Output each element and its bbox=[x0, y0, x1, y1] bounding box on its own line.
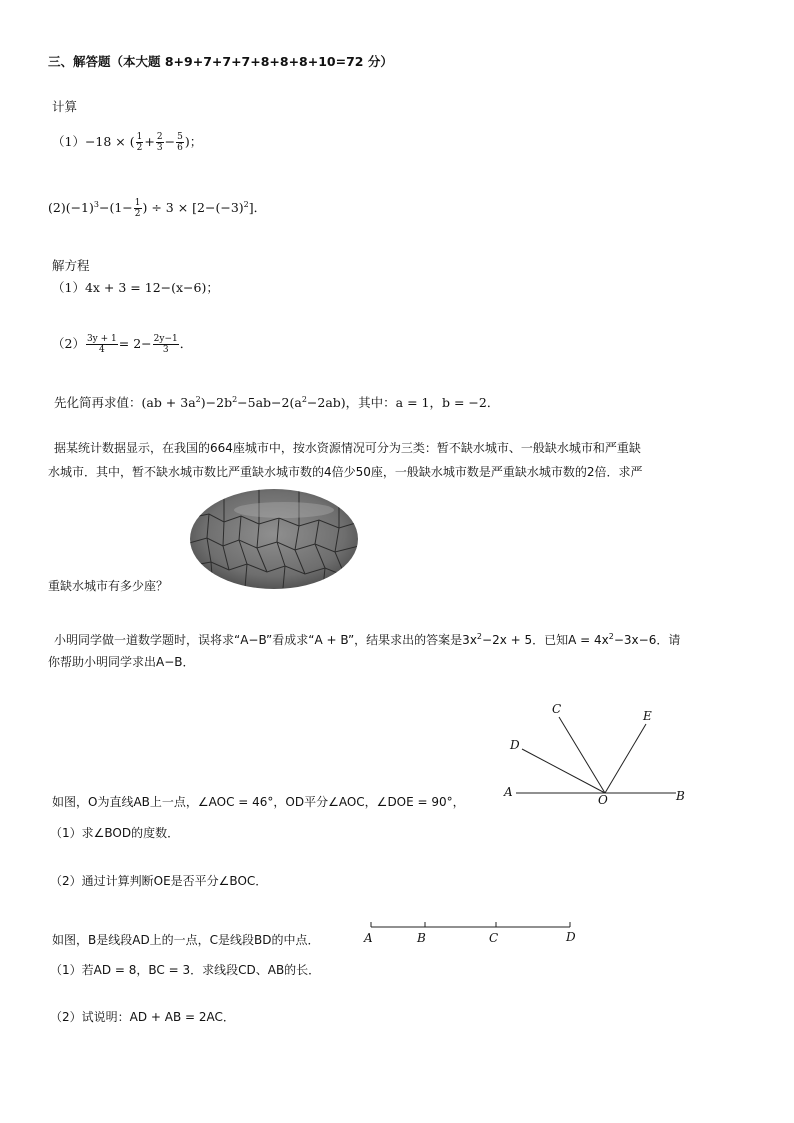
q1-part2: $(2)(-1)^3-(1-$ $\frac{1}{2}$ ) ÷ $3 \times [2-(-3)^2]$． bbox=[48, 198, 267, 219]
segment-figure bbox=[368, 920, 574, 934]
q1-heading: 计算 bbox=[52, 99, 78, 114]
ray-oc bbox=[559, 717, 605, 793]
q4-line1: 据某统计数据显示，在我国的664座城市中，按水资源情况可分为三类：暂不缺水城市、一般缺水城市和严重缺 bbox=[54, 441, 641, 455]
ray-od bbox=[522, 749, 605, 793]
seg-label-c: C bbox=[489, 931, 499, 945]
q3-text: 先化简再求值：$(ab + 3a^2)-2b^2-5ab-2(a^2-2ab)$，其中：a = 1，b = −2． bbox=[54, 394, 500, 410]
dry-cracked-earth-image bbox=[189, 488, 359, 590]
q5-line2: 你帮助小明同学求出A−B． bbox=[48, 655, 195, 669]
q5-line1: 小明同学做一道数学题时，误将求“A−B”看成求“A + B”，结果求出的答案是$3x^2-2x + 5$．已知$A = 4x^2-3x-6$．请 bbox=[54, 632, 681, 647]
label-e: E bbox=[643, 709, 652, 723]
q4-line2: 水城市．其中，暂不缺水城市数比严重缺水城市数的4倍少50座，一般缺水城市数是严重缺水城市数的2倍．求严 bbox=[48, 465, 643, 479]
seg-label-a: A bbox=[364, 931, 373, 945]
q7-stem: 如图，B是线段AD上的一点，C是线段BD的中点． bbox=[52, 933, 320, 947]
q6-part2: （2）通过计算判断OE是否平分∠BOC． bbox=[50, 874, 268, 888]
q1-part1: （1）−18 × ( $\frac{1}{2}$ + $\frac{2}{3}$ − $\frac{5}{6}$ )； bbox=[52, 132, 203, 153]
section-title: 三、解答题（本大题 8+9+7+7+7+8+8+8+10=72 分） bbox=[48, 54, 393, 69]
q6-stem: 如图，O为直线AB上一点，∠AOC = 46°，OD平分∠AOC，∠DOE = 90°， bbox=[52, 795, 465, 809]
label-c: C bbox=[552, 702, 562, 716]
q2-part2: （2） $\frac{3y + 1}{4}$ = 2− $\frac{2y-1}{3}$ ． bbox=[52, 334, 193, 355]
label-a: A bbox=[504, 785, 513, 799]
seg-label-b: B bbox=[417, 931, 426, 945]
label-b: B bbox=[676, 789, 685, 803]
q6-part1: （1）求∠BOD的度数． bbox=[50, 826, 180, 840]
q2-part1: （1）4x + 3 = 12−(x−6)； bbox=[52, 280, 219, 295]
q7-part2: （2）试说明：AD + AB = 2AC． bbox=[50, 1010, 235, 1024]
q7-part1: （1）若AD = 8，BC = 3．求线段CD、AB的长． bbox=[50, 963, 321, 977]
label-d: D bbox=[510, 738, 520, 752]
seg-label-d: D bbox=[566, 930, 576, 944]
q4-line3: 重缺水城市有多少座？ bbox=[48, 579, 169, 593]
ray-oe bbox=[605, 724, 646, 793]
label-o: O bbox=[598, 793, 608, 807]
q2-heading: 解方程 bbox=[52, 258, 90, 273]
